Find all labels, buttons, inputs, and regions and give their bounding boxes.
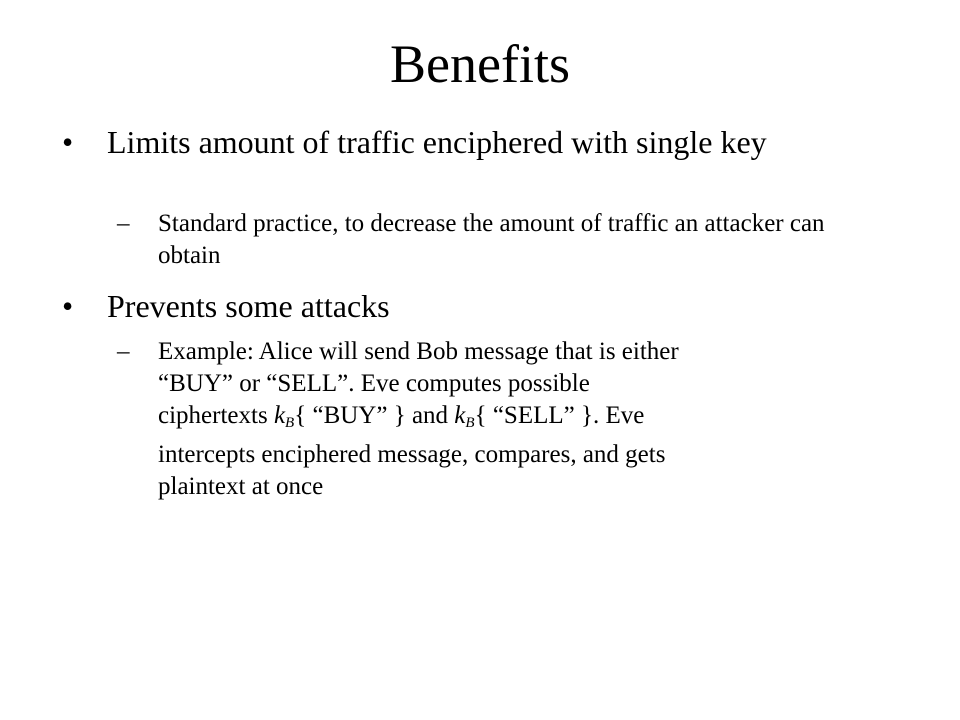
sub-bullet-text: Standard practice, to decrease the amount of traffic an attacker can obtain bbox=[158, 210, 825, 269]
sub-bullet-marker: – bbox=[117, 210, 130, 237]
slide-title: Benefits bbox=[390, 34, 570, 94]
bullet-marker: • bbox=[62, 124, 74, 160]
sub-line-part: ciphertexts bbox=[158, 402, 274, 429]
sub-line-part: { “SELL” }. Eve bbox=[474, 402, 645, 429]
bullet-marker: • bbox=[62, 288, 74, 324]
sub-line bbox=[158, 400, 838, 439]
sub-line: “BUY” or “SELL”. Eve computes possible bbox=[158, 370, 590, 397]
key-symbol: k bbox=[273, 402, 286, 429]
sub-bullet-item bbox=[117, 208, 837, 272]
key-subscript: B bbox=[285, 415, 295, 431]
bullet-text: Limits amount of traffic enciphered with single key bbox=[107, 124, 767, 160]
sub-bullet-item bbox=[117, 336, 837, 506]
sub-line: intercepts enciphered message, compares, and gets bbox=[158, 441, 666, 468]
key-symbol: k bbox=[454, 402, 466, 429]
sub-line: plaintext at once bbox=[158, 473, 324, 500]
sub-line: Example: Alice will send Bob message that is either bbox=[158, 338, 679, 365]
sub-bullet-marker: – bbox=[117, 338, 130, 365]
sub-line-part: { “BUY” } and bbox=[294, 402, 455, 429]
bullet-text: Prevents some attacks bbox=[107, 288, 390, 324]
bullet-item bbox=[62, 122, 842, 202]
sub-bullet-text bbox=[158, 336, 838, 503]
bullet-item bbox=[62, 286, 842, 326]
key-subscript: B bbox=[465, 415, 475, 431]
